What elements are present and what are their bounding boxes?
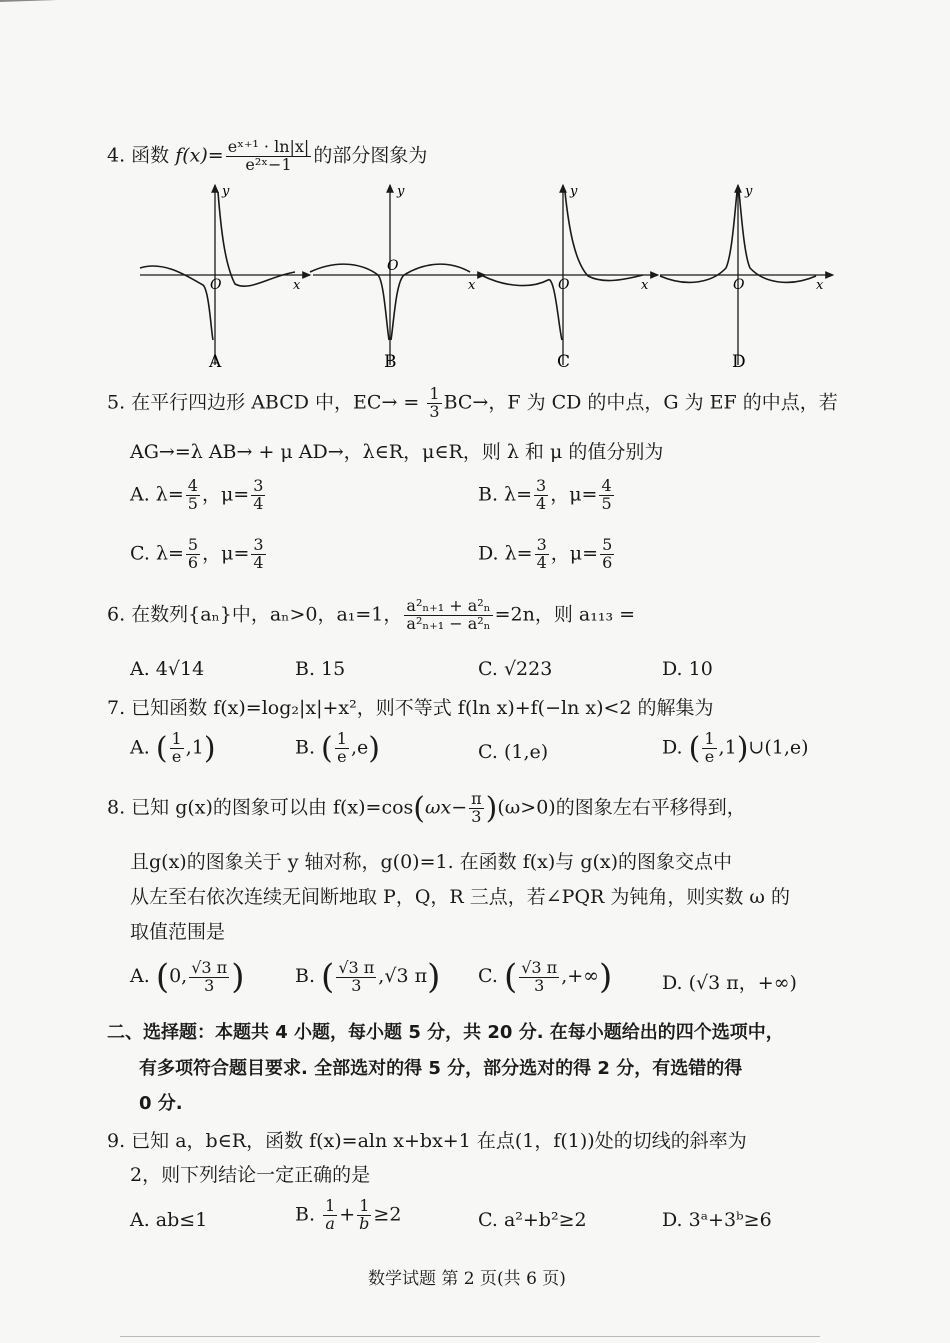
q7-option-d: D. ( $\frac{1}{e}$ ,1)∪(1,e): [662, 729, 809, 766]
graph-option-label-C: C: [557, 352, 571, 372]
q4-fraction: [226, 139, 312, 174]
q5-line1-a: 5. 在平行四边形 ABCD 中，EC→ =: [107, 391, 426, 414]
q5-frac-den: 3: [429, 401, 440, 421]
q5-a-mid: ，μ=: [201, 483, 250, 506]
q5-d-mid: ，μ=: [550, 542, 599, 565]
q4-suffix: 的部分图象为: [313, 144, 428, 167]
x-axis-label: x: [468, 278, 476, 293]
q7-b-num: 1: [336, 729, 347, 749]
q8-a-label: A.: [130, 965, 156, 987]
x-axis-label: x: [816, 278, 824, 293]
q8-pi-den: 3: [471, 807, 482, 826]
q8-line2: 且g(x)的图象关于 y 轴对称，g(0)=1. 在函数 f(x)与 g(x)的图象交点中: [130, 851, 733, 873]
scan-bottom-line: [120, 1336, 820, 1337]
q5-d-n1: 3: [536, 535, 547, 554]
q8-a-pre: 0,: [169, 965, 188, 987]
q4-func: f(x)=: [175, 144, 224, 167]
q5-a-d1: 5: [187, 493, 198, 513]
q5-frac-num: 1: [429, 384, 440, 403]
q6-option-b: B. 15: [295, 658, 346, 680]
q5-c-label: C. λ=: [130, 542, 184, 565]
q8-line3: 从左至右依次连续无间断地取 P，Q，R 三点，若∠PQR 为钝角，则实数 ω 的: [130, 886, 790, 908]
q7-d-num: 1: [704, 729, 715, 749]
q7-d-after: ∪(1,e): [748, 736, 809, 759]
q8-b-label: B.: [295, 965, 322, 987]
scan-edge-line: [0, 0, 185, 2]
q5-d-d1: 4: [536, 552, 547, 572]
q9-line1: 9. 已知 a，b∈R，函数 f(x)=aln x+bx+1 在点(1，f(1))处的切线的斜率为: [107, 1130, 747, 1152]
q6-prefix: 6. 在数列{aₙ}中，aₙ>0，a₁=1，: [107, 603, 403, 626]
q6-numerator: a²ₙ₊₁ + a²ₙ: [406, 596, 491, 615]
q5-line1-b: BC→，F 为 CD 的中点，G 为 EF 的中点，若: [443, 391, 838, 414]
q5-d-n2: 5: [602, 535, 613, 554]
page-footer: 数学试题 第 2 页(共 6 页): [368, 1269, 566, 1289]
section2-line1: 二、选择题：本题共 4 小题，每小题 5 分，共 20 分. 在每小题给出的四个选项中，: [107, 1022, 784, 1043]
q8-option-d: D. (√3 π，+∞): [662, 972, 797, 994]
graph-option-label-A: A: [209, 352, 222, 372]
q8-line1-a: 8. 已知 g(x)的图象可以由 f(x)=cos: [107, 796, 414, 819]
q5-c-n1: 5: [187, 535, 199, 554]
q7-d-den: e: [704, 747, 715, 766]
q8-c-den: 3: [534, 975, 545, 995]
q5-d-label: D. λ=: [478, 542, 533, 565]
x-axis-label: x: [641, 278, 649, 293]
q7-a-num: 1: [171, 729, 182, 749]
q9-option-a: A. ab≤1: [130, 1209, 208, 1231]
q8-line4: 取值范围是: [130, 921, 226, 943]
q8-option-c: C. ( $\frac{√3 \pi}{3}$ ,+∞): [478, 957, 613, 997]
q4-prefix: 4. 函数: [107, 144, 176, 167]
q9-b-d1: a: [325, 1213, 335, 1233]
origin-label: O: [210, 277, 222, 293]
graph-option-label-D: D: [732, 352, 746, 372]
q7-d-tail: ,1: [718, 736, 737, 759]
q8-c-post: ,+∞: [561, 965, 599, 987]
y-axis-label: y: [745, 184, 753, 199]
q9-b-d2: b: [359, 1213, 370, 1233]
section2-line2: 有多项符合题目要求. 全部选对的得 5 分，部分选对的得 2 分，有选错的得: [139, 1058, 743, 1079]
q8-c-label: C.: [478, 965, 504, 987]
q9-b-plus: +: [339, 1203, 356, 1226]
q5-option-a: [130, 478, 267, 513]
origin-label: O: [387, 258, 399, 274]
q9-option-c: C. a²+b²≥2: [478, 1209, 587, 1231]
q9-b-tail: ≥2: [373, 1203, 402, 1226]
origin-label: O: [558, 277, 570, 293]
q5-b-label: B. λ=: [478, 483, 533, 506]
q8-c-num: √3 π: [521, 957, 558, 977]
graph-curve-A: [140, 192, 295, 340]
q7-a-den: e: [171, 747, 182, 766]
q7-option-a: A. ( $\frac{1}{e}$ ,1): [130, 729, 216, 766]
q6-option-a: A. 4√14: [130, 658, 205, 680]
y-axis-label: y: [222, 184, 230, 199]
q7-b-tail: ,e: [350, 736, 369, 759]
q4-stem: [107, 139, 427, 174]
q9-b-n2: 1: [357, 1198, 371, 1216]
q8-pi-num: π: [471, 789, 482, 809]
q8-line1-inner: ωx−: [425, 796, 468, 819]
q7-d-label: D.: [662, 736, 689, 759]
q4-numerator: eˣ⁺¹ · ln|x|: [227, 137, 310, 156]
q7-stem: 7. 已知函数 f(x)=log₂|x|+x²，则不等式 f(ln x)+f(−ln x)<2 的解集为: [107, 697, 714, 719]
q5-c-mid: ，μ=: [202, 542, 250, 565]
q5-b-n2: 4: [601, 476, 612, 495]
q9-option-b: [295, 1198, 401, 1233]
q5-b-n1: 3: [536, 476, 547, 495]
graph-option-label-B: B: [384, 352, 397, 372]
q8-line1-b: (ω>0)的图象左右平移得到，: [497, 796, 746, 819]
q5-option-c: [130, 537, 268, 572]
q5-line2: AG→=λ AB→ + μ AD→，λ∈R，μ∈R，则 λ 和 μ 的值分别为: [130, 441, 664, 463]
q7-option-c: C. (1,e): [478, 741, 549, 763]
q8-b-den: 3: [351, 975, 362, 995]
q6-suffix: =2n，则 a₁₁₃ =: [494, 603, 636, 626]
q8-option-a: A. (0, $\frac{√3 \pi}{3}$ ): [130, 957, 245, 997]
q9-line2: 2，则下列结论一定正确的是: [130, 1164, 371, 1186]
q9-b-n1: 1: [325, 1196, 336, 1215]
q6-option-c: C. √223: [478, 658, 553, 680]
q5-option-b: [478, 478, 616, 513]
q7-a-tail: ,1: [185, 736, 204, 759]
q9-b-label: B.: [295, 1203, 322, 1226]
q8-option-b: B. ( $\frac{√3 \pi}{3}$ ,√3 π): [295, 957, 441, 997]
q5-a-n2: 3: [253, 476, 264, 495]
q5-a-n1: 4: [187, 476, 198, 495]
q6-option-d: D. 10: [662, 658, 713, 680]
y-axis-label: y: [570, 184, 578, 199]
q5-c-d1: 6: [187, 552, 199, 572]
q7-b-den: e: [337, 747, 347, 766]
q5-line1: [107, 386, 838, 421]
q5-d-d2: 6: [602, 552, 613, 572]
q7-b-label: B.: [295, 736, 322, 759]
q4-denominator: e²ˣ−1: [245, 154, 292, 174]
q5-c-n2: 3: [253, 535, 264, 554]
q5-a-d2: 4: [253, 493, 264, 513]
q7-a-label: A.: [130, 736, 156, 759]
q8-a-den: 3: [204, 975, 215, 995]
origin-label: O: [733, 277, 745, 293]
q8-b-post: ,√3 π: [378, 965, 428, 987]
q5-c-d2: 4: [253, 552, 264, 572]
q6-stem: [107, 598, 635, 633]
q9-option-d: D. 3ᵃ+3ᵇ≥6: [662, 1209, 772, 1231]
section2-line3: 0 分.: [139, 1093, 183, 1114]
q5-b-d2: 5: [601, 493, 612, 513]
q4-graph-options: [130, 180, 840, 375]
q5-option-d: [478, 537, 616, 572]
q6-denominator: a²ₙ₊₁ − a²ₙ: [406, 613, 491, 633]
q5-b-d1: 4: [536, 493, 547, 513]
q8-line1: 8. 已知 g(x)的图象可以由 f(x)=cos(ωx− $\frac{\pi}{3}$ )(ω>0)的图象左右平移得到，: [107, 789, 746, 826]
q5-a-label: A. λ=: [130, 483, 184, 506]
x-axis-label: x: [293, 278, 301, 293]
q7-option-b: B. ( $\frac{1}{e}$ ,e): [295, 729, 380, 766]
y-axis-label: y: [397, 184, 405, 199]
q8-b-num: √3 π: [338, 957, 375, 977]
q5-b-mid: ，μ=: [550, 483, 598, 506]
q8-a-num: √3 π: [191, 957, 228, 977]
